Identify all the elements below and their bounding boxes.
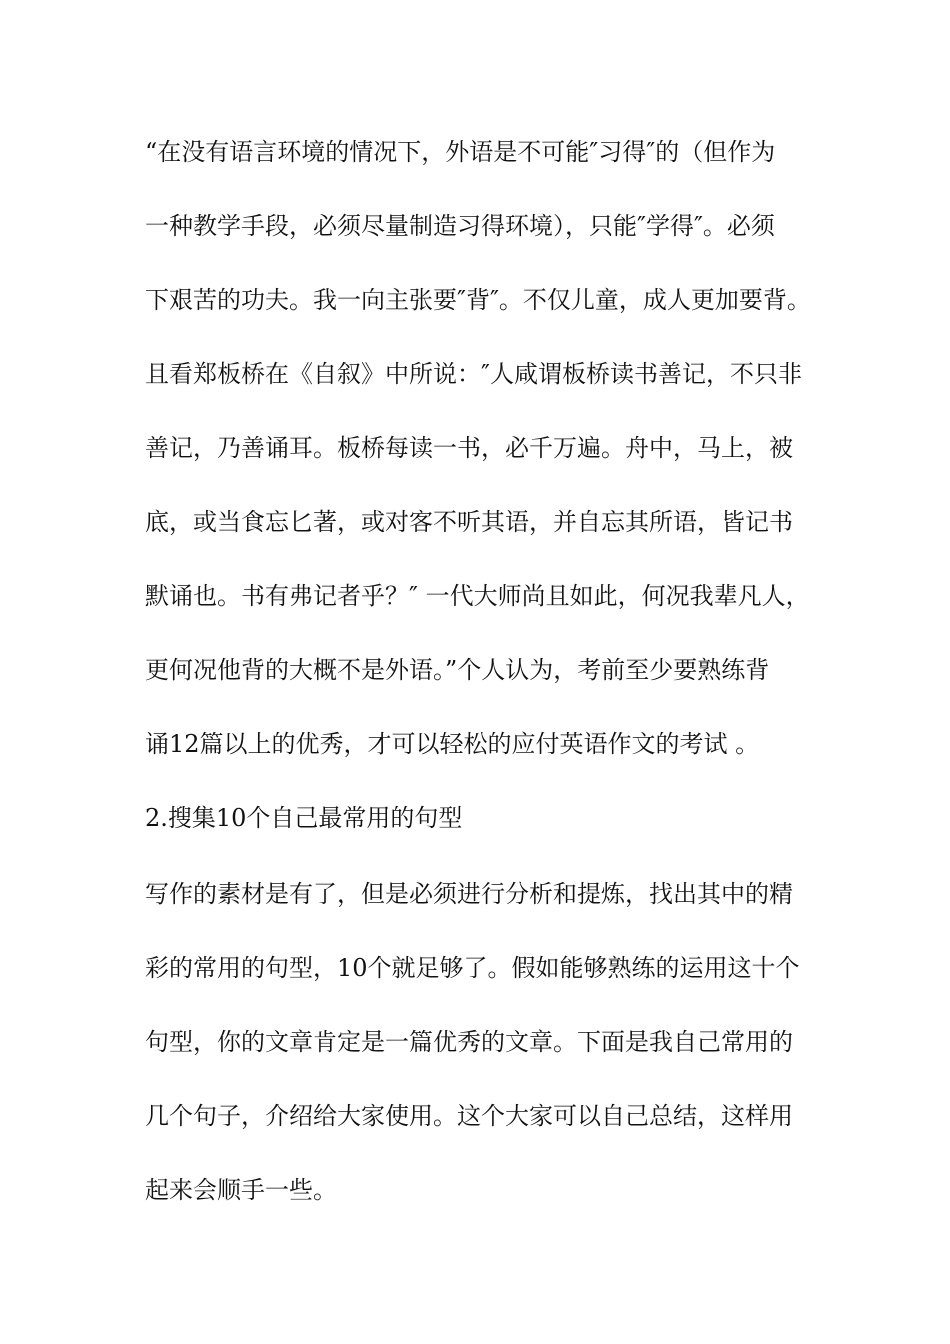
paragraph-line: 且看郑板桥在《自叙》中所说：″人咸谓板桥读书善记，不只非 — [145, 360, 802, 388]
paragraph-line: 一种教学手段，必须尽量制造习得环境），只能″学得″。必须 — [145, 212, 775, 240]
paragraph-line: 写作的素材是有了，但是必须进行分析和提炼，找出其中的精 — [145, 880, 793, 908]
paragraph-line: “在没有语言环境的情况下，外语是不可能″习得″的（但作为 — [145, 138, 776, 166]
paragraph-line: 几个句子，介绍给大家使用。这个大家可以自己总结，这样用 — [145, 1102, 793, 1130]
paragraph-line: 善记，乃善诵耳。板桥每读一书，必千万遍。舟中，马上，被 — [145, 434, 793, 462]
paragraph-line: 彩的常用的句型，10个就足够了。假如能够熟练的运用这十个 — [145, 954, 800, 982]
section-heading: 2.搜集10个自己最常用的句型 — [145, 804, 463, 832]
paragraph-line: 底，或当食忘匕著，或对客不听其语，并自忘其所语，皆记书 — [145, 508, 793, 536]
paragraph-line: 更何况他背的大概不是外语。”个人认为，考前至少要熟练背 — [145, 656, 770, 684]
paragraph-line: 句型，你的文章肯定是一篇优秀的文章。下面是我自己常用的 — [145, 1028, 793, 1056]
paragraph-line: 下艰苦的功夫。我一向主张要″背″。不仅儿童，成人更加要背。 — [145, 286, 811, 314]
paragraph-line: 起来会顺手一些。 — [145, 1176, 337, 1204]
paragraph-line: 默诵也。书有弗记者乎？″ 一代大师尚且如此，何况我辈凡人， — [145, 582, 810, 610]
paragraph-line: 诵12篇以上的优秀，才可以轻松的应付英语作文的考试 。 — [145, 730, 760, 758]
